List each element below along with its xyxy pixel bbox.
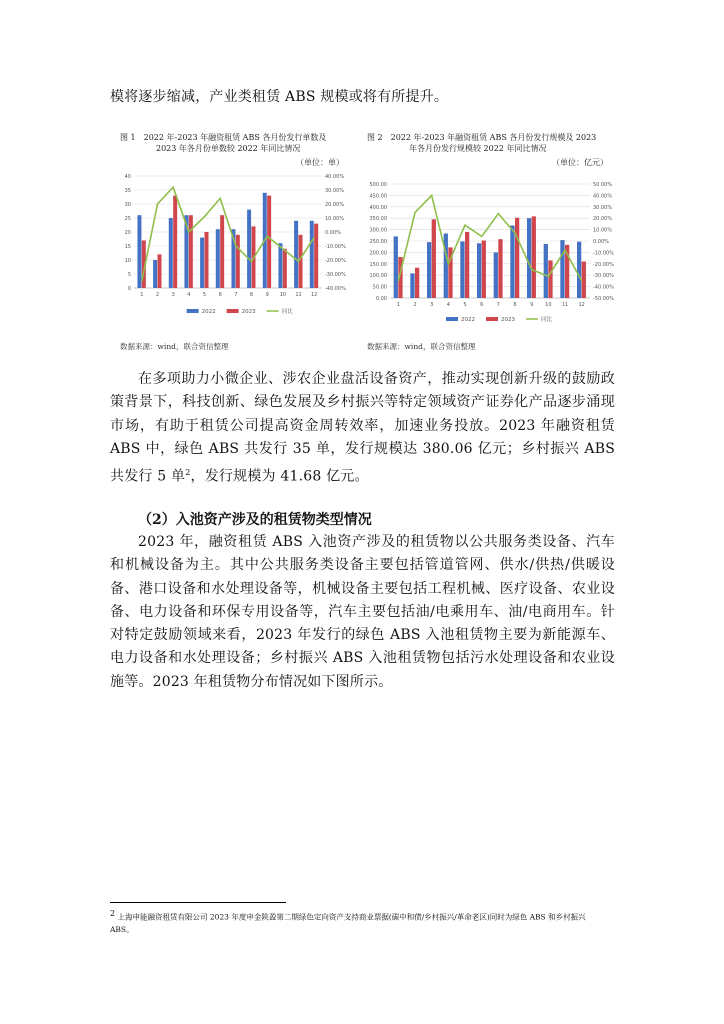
y-tick-label-left: 450.00 <box>369 193 387 200</box>
x-tick-label: 6 <box>218 292 222 298</box>
x-tick-label: 4 <box>446 302 450 308</box>
x-tick-label: 3 <box>171 292 175 298</box>
y-tick-label-right: 10.00% <box>593 227 613 234</box>
bar-2022 <box>494 252 498 298</box>
y-tick-label-right: 10.00% <box>325 216 345 222</box>
bar-2022 <box>477 243 481 298</box>
x-tick-label: 5 <box>202 292 207 298</box>
legend-label: 2023 <box>501 317 515 323</box>
x-tick-label: 11 <box>295 292 302 298</box>
x-tick-label: 10 <box>545 302 552 308</box>
x-tick-label: 2 <box>413 302 417 308</box>
x-tick-label: 1 <box>396 302 400 308</box>
bar-2022 <box>153 260 157 288</box>
bar-2022 <box>216 229 220 288</box>
y-tick-label-right: 0.00% <box>593 239 609 245</box>
y-tick-label-right: 50.00% <box>593 182 613 188</box>
bar-2023 <box>415 268 419 298</box>
legend-label: 同比 <box>541 317 553 323</box>
y-tick-label-right: 20.00% <box>325 202 345 208</box>
bar-2022 <box>394 236 398 298</box>
y-tick-label-left: 400.00 <box>369 204 387 211</box>
footnote <box>110 908 610 936</box>
intro-line: 模将逐步缩减，产业类租赁 ABS 规模或将有所提升。 <box>110 89 449 105</box>
figure-1-source: 数据来源：wind，联合资信整理 <box>120 342 229 351</box>
footnote-rule <box>110 902 286 903</box>
x-tick-label: 12 <box>310 292 318 298</box>
bar-2022 <box>577 242 581 298</box>
y-tick-label-right: 30.00% <box>325 188 345 194</box>
y-tick-label-right: -10.00% <box>593 250 614 257</box>
x-tick-label: 12 <box>578 302 585 308</box>
paragraph-leased-assets: 2023 年，融资租赁 ABS 入池资产涉及的租赁物以公共服务类设备、汽车和机械设备为主。其中公共服务类设备主要包括管道管网、供水/供热/供暖设备、港口设备和水处理设备等，机械设备主要包括工程机械、医疗设备、农业设备、电力设备和环保专用设备等，汽车主要包括油/电乘用车、油/电商用车。针对特定鼓励领域来看，2023 年发行的绿色 ABS 入池租赁物主要为新能源车、电力设备和水处理设备；乡村振兴 ABS 入池租赁物包括污水处理设备和农业设施等。2023 年租赁物分布情况如下图所示。 <box>110 534 615 690</box>
y-tick-label-left: 500.00 <box>369 182 387 188</box>
y-tick-label-right: -30.00% <box>325 272 346 278</box>
y-tick-label-left: 100.00 <box>369 273 387 280</box>
y-tick-label-left: 300.00 <box>369 227 387 234</box>
y-tick-label-left: 150.00 <box>369 261 387 268</box>
x-tick-label: 11 <box>561 302 569 308</box>
figure-1-unit: （单位：单） <box>296 158 344 167</box>
y-tick-label-right: 0.00% <box>325 230 341 236</box>
figure-2-title-line1: 图 2 2022 年-2023 年融资租赁 ABS 各月份发行规模及 2023 <box>367 133 597 142</box>
figure-2-unit: （单位：亿元） <box>552 158 608 167</box>
figure-2-title <box>367 132 617 154</box>
bar-2022 <box>294 221 298 288</box>
figure-1-title-line1: 图 1 2022 年-2023 年融资租赁 ABS 各月份发行单数及 <box>120 133 327 142</box>
line-series-yoy <box>142 187 314 281</box>
bar-2023 <box>482 241 486 298</box>
y-tick-label-right: -40.00% <box>325 286 346 292</box>
paragraph-green-abs <box>110 368 615 489</box>
bar-2023 <box>283 249 287 288</box>
y-tick-label-right: -30.00% <box>593 273 614 280</box>
figure-2-source: 数据来源：wind，联合资信整理 <box>367 342 476 351</box>
legend-swatch-bar <box>227 309 239 313</box>
x-tick-label: 1 <box>140 292 144 298</box>
x-tick-label: 7 <box>496 302 500 308</box>
y-tick-label-left: 40 <box>124 174 131 180</box>
x-tick-label: 5 <box>463 302 467 308</box>
bar-2022 <box>247 210 251 288</box>
x-tick-label: 10 <box>279 292 287 298</box>
x-tick-label: 7 <box>234 292 238 298</box>
y-tick-label-left: 35 <box>124 188 131 194</box>
bar-2022 <box>427 242 431 298</box>
y-tick-label-right: -10.00% <box>325 244 346 250</box>
bar-2023 <box>267 196 271 288</box>
bar-2023 <box>498 239 502 298</box>
x-tick-label: 9 <box>530 302 534 308</box>
bar-2022 <box>169 218 173 288</box>
y-tick-label-right: -20.00% <box>325 258 346 264</box>
bar-2023 <box>532 216 536 298</box>
x-tick-label: 9 <box>265 292 269 298</box>
bar-2023 <box>432 219 436 298</box>
bar-2022 <box>410 273 414 298</box>
bar-2022 <box>200 238 204 288</box>
bar-2022 <box>278 243 282 288</box>
line-series-yoy <box>398 195 581 281</box>
section-heading: （2）入池资产涉及的租赁物类型情况 <box>138 512 372 528</box>
footnote-ref: 2 <box>185 468 191 478</box>
bar-2022 <box>510 225 514 298</box>
legend-label: 2023 <box>241 309 256 315</box>
y-tick-label-left: 250.00 <box>369 239 387 245</box>
paragraph-1-tail: ，发行规模为 41.68 亿元。 <box>190 468 369 485</box>
legend-label: 同比 <box>281 309 293 315</box>
bar-2023 <box>205 232 209 288</box>
bar-2023 <box>515 218 519 298</box>
footnote-mark: 2 <box>110 909 116 918</box>
x-tick-label: 8 <box>513 302 517 308</box>
bar-2023 <box>548 260 552 298</box>
y-tick-label-left: 350.00 <box>369 216 387 223</box>
y-tick-label-right: -40.00% <box>593 284 614 291</box>
bar-2023 <box>582 262 586 298</box>
bar-2022 <box>544 244 548 298</box>
x-tick-label: 6 <box>480 302 484 308</box>
bar-2022 <box>560 240 564 298</box>
y-tick-label-left: 200.00 <box>369 250 387 257</box>
y-tick-label-right: 40.00% <box>325 174 345 180</box>
bar-2023 <box>189 215 193 288</box>
x-tick-label: 4 <box>187 292 191 298</box>
bar-2022 <box>310 221 314 288</box>
bar-2023 <box>236 235 240 288</box>
bar-2023 <box>465 232 469 298</box>
y-tick-label-left: 5 <box>127 272 131 278</box>
y-tick-label-left: 30 <box>124 202 131 208</box>
bar-2022 <box>527 218 531 298</box>
footnote-text: 上海申能融资租赁有限公司 2023 年度申金陕盈第二期绿色定向资产支持商业票据(碳中和债/乡村振兴/革命老区)同时为绿色 ABS 和乡村振兴 ABS。 <box>110 912 586 934</box>
legend-swatch-bar <box>486 317 498 321</box>
bar-2022 <box>137 215 141 288</box>
y-tick-label-left: 0.00 <box>375 296 387 302</box>
y-tick-label-right: 40.00% <box>593 193 613 200</box>
bar-2022 <box>460 241 464 298</box>
legend-label: 2022 <box>461 317 475 323</box>
y-tick-label-right: -50.00% <box>593 296 614 302</box>
y-tick-label-right: 30.00% <box>593 204 613 211</box>
chart-2 <box>366 172 616 327</box>
x-tick-label: 2 <box>155 292 160 298</box>
bar-2023 <box>173 196 177 288</box>
chart-1 <box>118 168 358 318</box>
x-tick-label: 3 <box>430 302 434 308</box>
y-tick-label-left: 25 <box>124 216 131 222</box>
y-tick-label-left: 50.00 <box>372 284 387 291</box>
x-tick-label: 8 <box>249 292 254 298</box>
figure-1-title-line2: 2023 年各月份单数较 2022 年同比情况 <box>156 144 301 153</box>
paragraph-1-text: 在多项助力小微企业、涉农企业盘活设备资产，推动实现创新升级的鼓励政策背景下，科技创新、绿色发展及乡村振兴等特定领域资产证券化产品逐步涌现市场，有助于租赁公司提高资金周转效率，加速业务投放。2023 年融资租赁 ABS 中，绿色 ABS 共发行 35 单，发行规模达 380.06 亿元；乡村振兴 ABS 共发行 5 单 <box>110 371 615 485</box>
y-tick-label-right: -20.00% <box>593 261 614 268</box>
bar-2022 <box>444 233 448 298</box>
y-tick-label-left: 0 <box>127 286 131 292</box>
y-tick-label-left: 15 <box>124 244 131 250</box>
figure-2-title-line2: 年各月份发行规模较 2022 年同比情况 <box>409 144 547 153</box>
bar-2023 <box>158 254 162 288</box>
legend-label: 2022 <box>201 309 216 315</box>
y-tick-label-left: 10 <box>124 258 131 264</box>
bar-2023 <box>220 215 224 288</box>
bar-2023 <box>314 224 318 288</box>
legend-swatch-bar <box>187 309 199 313</box>
legend-swatch-bar <box>446 317 458 321</box>
figure-1-title <box>120 132 360 154</box>
y-tick-label-right: 20.00% <box>593 216 613 223</box>
y-tick-label-left: 20 <box>124 230 131 236</box>
